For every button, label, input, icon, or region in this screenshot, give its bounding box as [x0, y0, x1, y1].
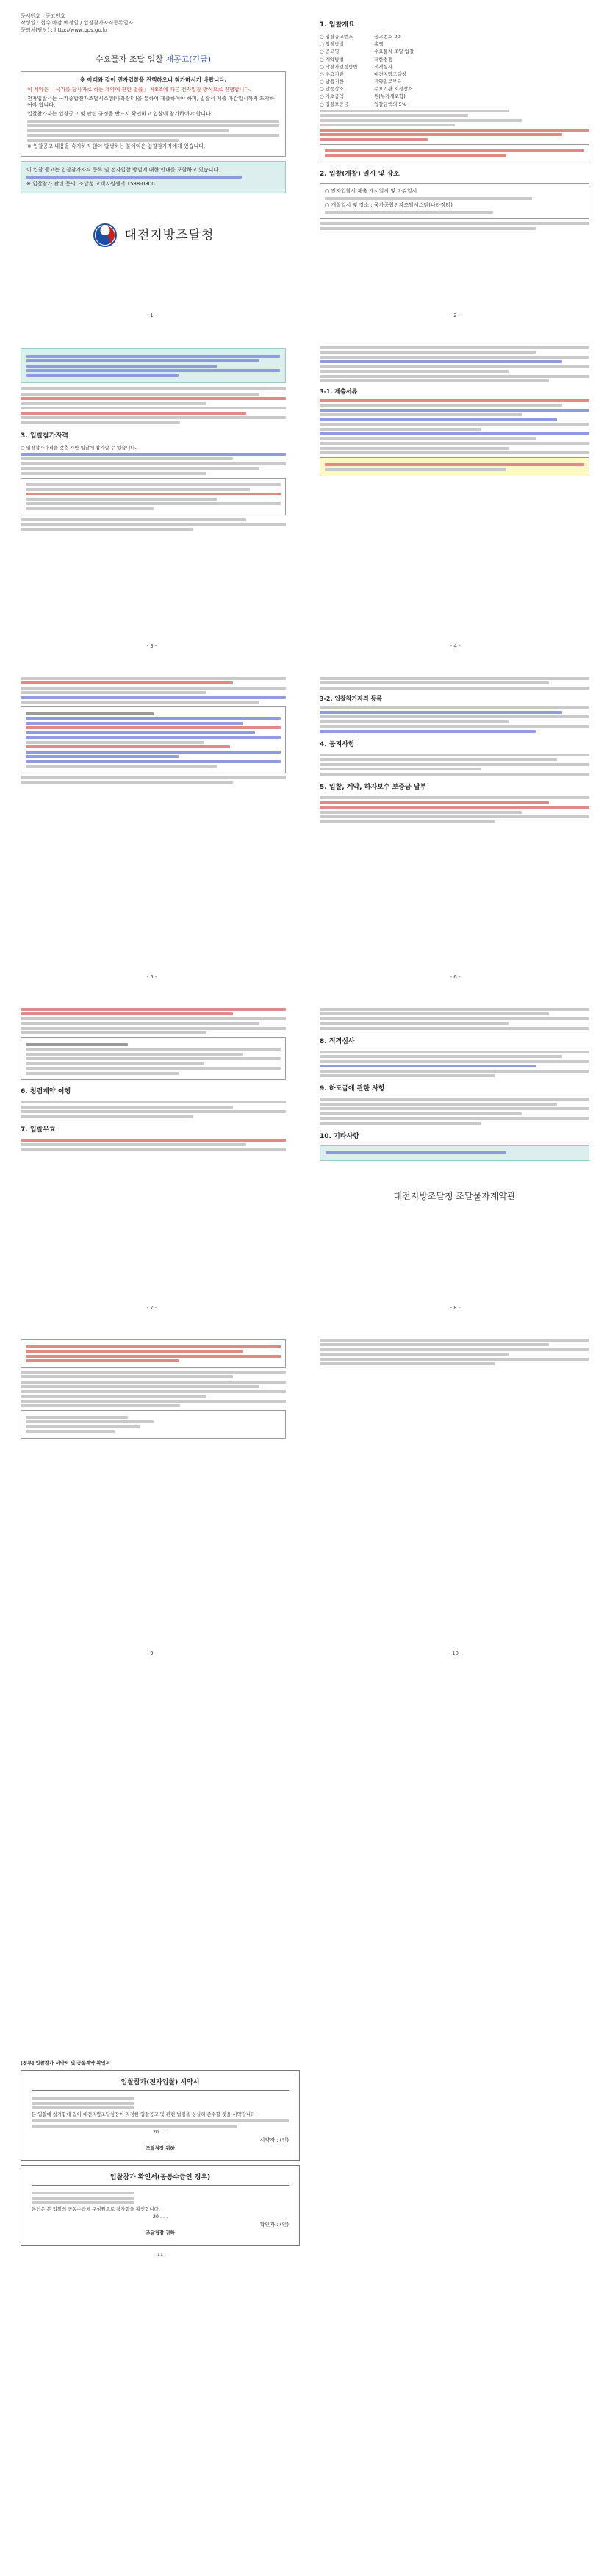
page-number: - 11 -	[154, 2251, 167, 2258]
page-number: - 2 -	[450, 312, 461, 318]
notice-paragraph-3: 입찰참가자는 입찰공고 및 관련 규정을 반드시 확인하고 입찰에 참가하여야 합니다.	[27, 110, 213, 117]
schedule-line-1: ○ 전자입찰서 제출 개시일시 및 마감일시	[325, 188, 417, 195]
etc-box	[320, 1145, 589, 1161]
page-4	[304, 331, 607, 654]
section-7-heading: 7. 입찰무효	[21, 1126, 56, 1134]
document-title: 수요물자 조달 입찰 재공고(긴급)	[95, 54, 212, 65]
signing-official: 대전지방조달청 조달물자계약관	[393, 1190, 516, 1201]
overview-note-box	[320, 144, 589, 163]
page-number: - 4 -	[450, 643, 461, 649]
section-9-heading: 9. 하도급에 관한 사항	[320, 1085, 385, 1093]
qualification-box	[21, 478, 286, 516]
section-3-heading: 3. 입찰참가자격	[21, 432, 68, 440]
page-7	[0, 992, 304, 1316]
page-number: - 5 -	[146, 974, 157, 980]
page-2	[304, 0, 607, 323]
teal-line-2: ※ 입찰참가 관련 문의: 조달청 고객지원센터 1588-0800	[26, 180, 155, 187]
agency-name: 대전지방조달청	[124, 227, 215, 243]
pledge-text: 본 입찰에 참가함에 있어 대전지방조달청장이 지정한 입찰공고 및 관련 법령을 성실히 준수할 것을 서약합니다.	[32, 2111, 257, 2117]
meta-line-1: 문서번호 : 공고번호	[21, 13, 65, 19]
page-number: - 10 -	[448, 1650, 462, 1656]
confirmation-title: 입찰참가 확인서(공동수급인 경우)	[32, 2173, 289, 2186]
pledge-signer: 서약자 : (인)	[259, 2136, 289, 2143]
section-6-heading: 6. 청렴계약 이행	[21, 1088, 71, 1095]
overview-list: ○ 입찰공고번호 공고번호-00 ○ 입찰방법 총액 ○ 공고명 수요물자 조달 입찰 ○ 계약방법 제한경쟁 ○ 낙찰자결정방법 적격심사 ○ 수요기관 대전지방조달청 ○ 납품기한 계약일로부터 ○ 납품장소 수요기관 지정장소 ○ 기초금액 원(부가세포함) ○ 입찰보증금 입찰금액의 5%	[320, 34, 589, 141]
pledge-form-page	[21, 2058, 300, 2259]
highlight-box	[320, 457, 589, 476]
notice-paragraph-1: 이 계약은 「국가를 당사자로 하는 계약에 관한 법률」 제8조에 따른 전자입찰 방식으로 진행합니다.	[27, 87, 251, 93]
section-3-2-heading: 3-2. 입찰참가자격 등록	[320, 695, 382, 702]
page-number: - 3 -	[146, 643, 157, 649]
page-3	[0, 331, 304, 654]
pledge-recipient: 조달청장 귀하	[146, 2145, 175, 2152]
teal-line-1: 이 입찰 공고는 입찰참가자격 등록 및 전자입찰 방법에 대한 안내를 포함하고 있습니다.	[26, 167, 220, 173]
page-number: - 7 -	[146, 1305, 157, 1311]
schedule-line-2: ○ 개찰일시 및 장소 : 국가종합전자조달시스템(나라장터)	[325, 201, 453, 208]
notice-title: ※ 아래와 같이 전자입찰을 진행하오니 참가하시기 바랍니다.	[79, 76, 227, 84]
section-1-heading: 1. 입찰개요	[320, 21, 355, 29]
notice-table-box	[21, 1037, 286, 1080]
meta-line-2: 작성일 : 접수 마감 예정일 / 입찰참가자격등록일자	[21, 20, 134, 26]
page-10	[304, 1323, 607, 1661]
agency-emblem-icon	[93, 223, 118, 248]
page-number: - 6 -	[450, 974, 461, 980]
confirmation-signer: 확인자 : (인)	[259, 2221, 289, 2228]
page-8	[304, 992, 607, 1316]
section-8-heading: 8. 적격심사	[320, 1037, 355, 1045]
notice-paragraph-4: ※ 입찰공고 내용을 숙지하지 않아 발생하는 불이익은 입찰참가자에게 있습니다.	[27, 143, 206, 150]
confirmation-date: 20 . . .	[152, 2214, 168, 2220]
qualification-note: ○ 입찰참가자격을 갖춘 자만 입찰에 참가할 수 있습니다.	[21, 444, 137, 451]
page-5	[0, 662, 304, 985]
teal-notice-box	[21, 348, 286, 383]
page-1	[0, 0, 304, 323]
list-box	[21, 1410, 286, 1439]
form-caption: [첨부] 입찰참가 서약서 및 공동계약 확인서	[21, 2059, 110, 2066]
meta-line-3: 문의처(담당) : http://www.pps.go.kr	[21, 26, 108, 33]
pledge-title: 입찰참가(전자입찰) 서약서	[32, 2078, 289, 2091]
page-number: - 9 -	[146, 1650, 157, 1656]
agency-logo	[21, 223, 286, 248]
confirmation-recipient: 조달청장 귀하	[146, 2230, 175, 2236]
section-4-heading: 4. 공지사항	[320, 740, 355, 748]
pledge-date: 20 . . .	[152, 2129, 168, 2136]
page-9	[0, 1323, 304, 1661]
confirmation-text: 본인은 본 입찰의 공동수급체 구성원으로 참가함을 확인합니다.	[32, 2205, 160, 2212]
schedule-box	[320, 183, 589, 219]
bordered-notice-box	[21, 706, 286, 773]
pledge-form	[21, 2070, 300, 2161]
page-6	[304, 662, 607, 985]
section-3-1-heading: 3-1. 제출서류	[320, 388, 358, 395]
section-5-heading: 5. 입찰, 계약, 하자보수 보증금 납부	[320, 783, 427, 791]
confirmation-form	[21, 2165, 300, 2245]
page-number: - 8 -	[450, 1305, 461, 1311]
section-10-heading: 10. 기타사항	[320, 1132, 359, 1140]
section-2-heading: 2. 입찰(개찰) 일시 및 장소	[320, 171, 400, 179]
page-number: - 1 -	[146, 312, 157, 318]
document-meta	[21, 13, 286, 34]
notice-paragraph-2: 전자입찰서는 국가종합전자조달시스템(나라장터)을 통하여 제출하여야 하며, 입찰서 제출 마감일시까지 도착하여야 합니다.	[27, 95, 275, 109]
notice-box	[21, 71, 286, 157]
teal-info-box	[21, 161, 286, 193]
red-notice-box	[21, 1339, 286, 1368]
